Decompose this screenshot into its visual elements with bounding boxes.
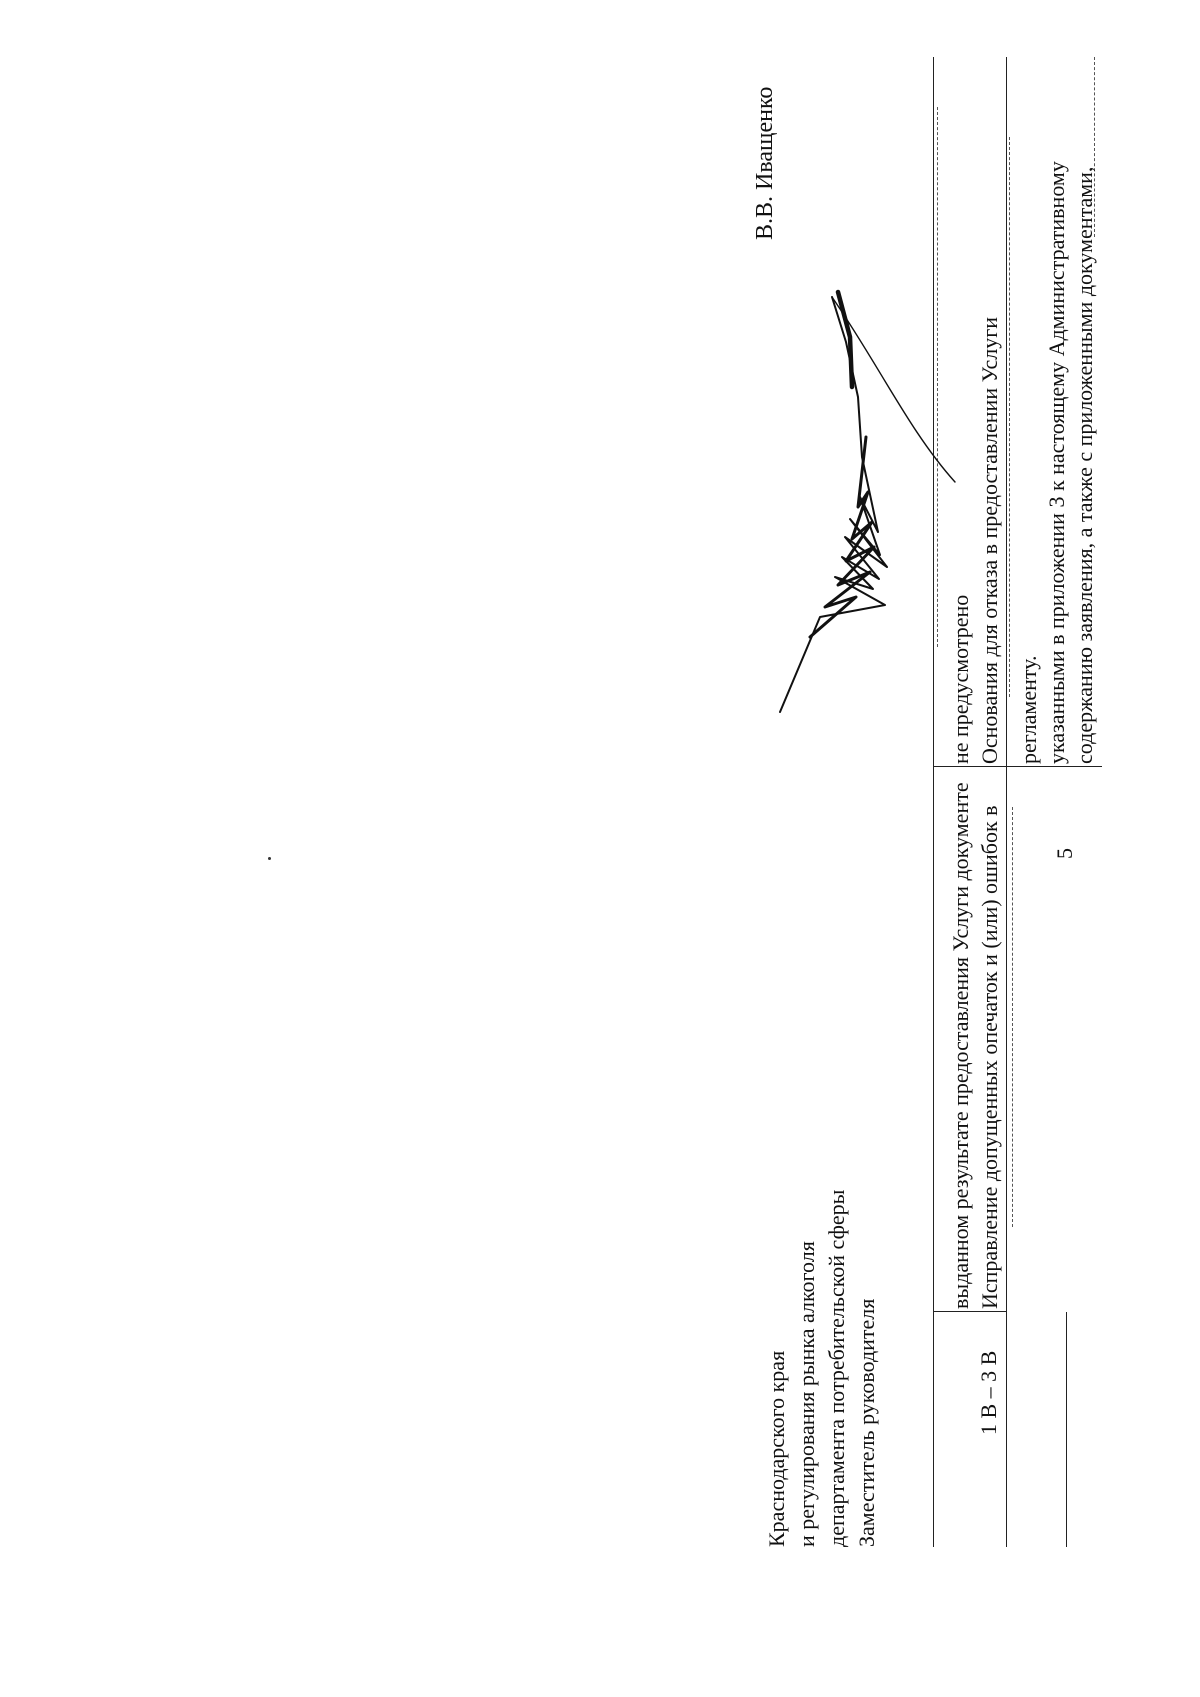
prev-row-text-line2: указанными в приложении 3 к настоящему Административному <box>1044 161 1069 764</box>
signatory-title-line1: Заместитель руководителя <box>854 1298 879 1547</box>
page-number: 5 <box>1052 848 1077 859</box>
row-refusal-line1: Основания для отказа в предоставлении Услуги <box>977 316 1002 764</box>
row-action-line1: Исправление допущенных опечаток и (или) ошибок в <box>977 805 1002 1309</box>
signatory-title-line2: департамента потребительской сферы <box>824 1189 849 1547</box>
row-action-line2: выданном результате предоставления Услуги документе <box>948 782 973 1309</box>
signatory-title-line3: и регулирования рынка алкоголя <box>794 1241 819 1547</box>
prev-row-text-line3: регламенту. <box>1016 655 1041 764</box>
signature-stroke-tail <box>832 297 955 482</box>
signatory-title-line4: Краснодарского края <box>764 1350 789 1547</box>
signatory-name: В.В. Иващенко <box>752 86 778 240</box>
row-refusal-line2: не предусмотрено <box>948 594 973 764</box>
scan-speck <box>268 857 271 860</box>
prev-row-text-line1: содержанию заявления, а также с приложенными документами, <box>1072 166 1097 764</box>
row-code: 1 В – 3 В <box>976 1350 1001 1435</box>
